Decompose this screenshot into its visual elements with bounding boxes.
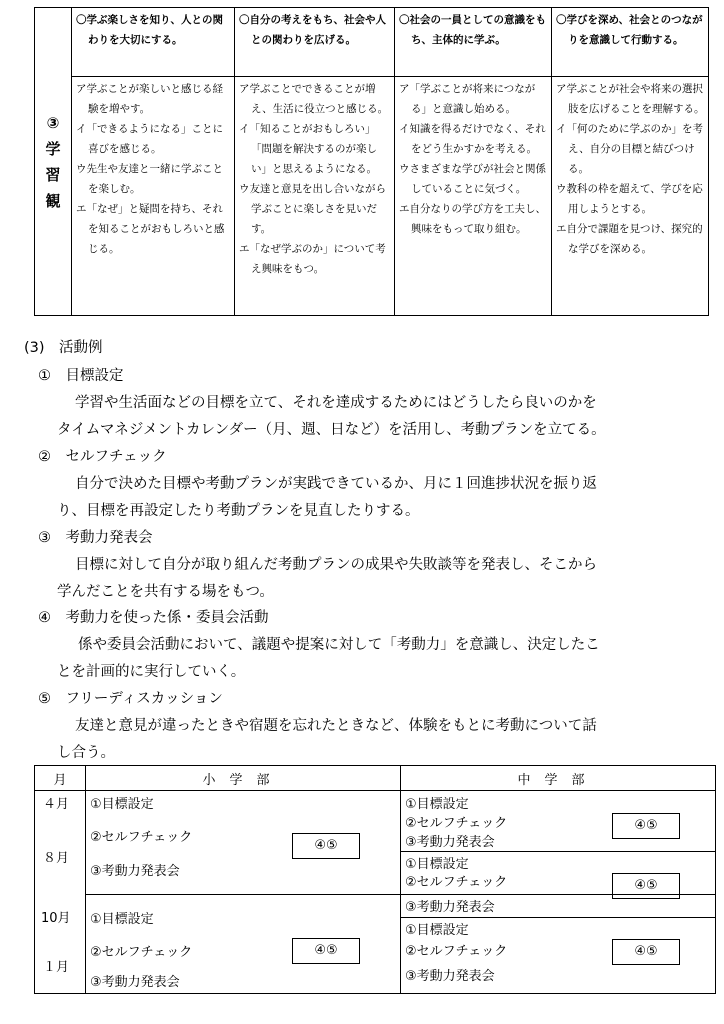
item-text-2a: 自分で決めた目標や考動プランが実践できているか、月に１回進捗状況を振り返 — [75, 476, 597, 492]
learning-view-table — [34, 7, 709, 316]
entry-check: ②セルフチェック — [405, 816, 508, 831]
item-text-5a: 友達と意見が違ったときや宿題を忘れたときなど、体験をもとに考動について話 — [75, 718, 597, 734]
side-label-cell — [35, 8, 72, 316]
schedule-table — [34, 765, 716, 994]
list-item: ア学ぶことが社会や将来の選択肢を広げることを理解する。 — [556, 83, 705, 115]
entry-present: ③考動力発表会 — [90, 864, 180, 879]
entry-present: ③考動力発表会 — [90, 975, 180, 990]
junior-block-2 — [401, 878, 716, 994]
item-text-3b: 学んだことを共有する場をもつ。 — [57, 584, 274, 600]
item-text-4b: とを計画的に実行していく。 — [57, 664, 246, 680]
entry-present: ③考動力発表会 — [405, 835, 495, 850]
body-col-4 — [552, 77, 709, 316]
list-item: ウ先生や友達と一緒に学ぶことを楽しむ。 — [76, 163, 223, 195]
entry-goal: ①目標設定 — [405, 857, 469, 872]
activity-box: ④⑤ — [292, 938, 360, 964]
entry-check: ②セルフチェック — [90, 945, 193, 960]
month-aug: ８月 — [43, 851, 70, 866]
list-item: ア「学ぶことが将来につながる」と意識し始める。 — [399, 83, 536, 115]
entry-goal: ①目標設定 — [90, 797, 154, 812]
header-elementary: 小学部 — [86, 766, 401, 791]
list-item: イ「できるようになる」ことに喜びを感じる。 — [76, 123, 223, 155]
header-col-2: 〇自分の考えをもち、社会や人との関わりを広げる。 — [235, 8, 395, 77]
list-item: イ「何のために学ぶのか」を考え、自分の目標と結びつける。 — [556, 123, 703, 175]
activity-box: ④⑤ — [612, 873, 680, 899]
list-item: ウさまざまな学びが社会と関係していることに気づく。 — [399, 163, 546, 195]
list-item: イ知識を得るだけでなく、それをどう生かすかを考える。 — [399, 123, 546, 155]
elementary-block-2 — [86, 895, 401, 994]
list-item: エ自分で課題を見つけ、探究的な学びを深める。 — [556, 223, 703, 255]
list-item: ウ友達と意見を出し合いながら学ぶことに楽しさを見いだす。 — [239, 183, 386, 235]
entry-check: ②セルフチェック — [405, 944, 508, 959]
list-item: ア学ぶことが楽しいと感じる経験を増やす。 — [76, 83, 223, 115]
item-text-1b: タイムマネジメントカレンダー（月、週、日など）を活用し、考動プランを立てる。 — [57, 422, 606, 438]
entry-goal: ①目標設定 — [405, 797, 469, 812]
entry-goal: ①目標設定 — [90, 912, 154, 927]
item-text-3a: 目標に対して自分が取り組んだ考動プランの成果や失敗談等を発表し、そこから — [75, 557, 597, 573]
month-jan: １月 — [43, 960, 70, 975]
list-item: エ「なぜ学ぶのか」について考え興味をもつ。 — [239, 243, 386, 275]
entry-check: ②セルフチェック — [405, 875, 508, 890]
item-text-4a: 係や委員会活動において、議題や提案に対して「考動力」を意識し、決定したこ — [78, 637, 600, 653]
item-title-4: ④ 考動力を使った係・委員会活動 — [38, 610, 269, 626]
header-junior: 中学部 — [401, 766, 716, 791]
body-col-2 — [235, 77, 395, 316]
header-col-3: 〇社会の一員としての意識をもち、主体的に学ぶ。 — [395, 8, 552, 77]
activity-box: ④⑤ — [292, 833, 360, 859]
entry-present: ③考動力発表会 — [405, 900, 495, 915]
side-label-num: ③ — [46, 113, 60, 132]
entry-present: ③考動力発表会 — [405, 969, 495, 984]
header-col-4: 〇学びを深め、社会とのつながりを意識して行動する。 — [552, 8, 709, 77]
side-label-char-2: 習 — [45, 165, 61, 184]
side-label-char-3: 観 — [45, 191, 61, 210]
item-text-5b: し合う。 — [57, 745, 115, 761]
item-title-2: ② セルフチェック — [38, 449, 167, 465]
item-title-3: ③ 考動力発表会 — [38, 530, 153, 546]
list-item: イ「知ることがおもしろい」「問題を解決するのが楽しい」と思えるようになる。 — [239, 123, 377, 175]
header-month: 月 — [35, 766, 86, 791]
activity-box: ④⑤ — [612, 813, 680, 839]
header-col-1: 〇学ぶ楽しさを知り、人との関わりを大切にする。 — [72, 8, 235, 77]
list-item: エ「なぜ」と疑問を持ち、それを知ることがおもしろいと感じる。 — [76, 203, 225, 255]
list-item: ア学ぶことでできることが増え、生活に役立つと感じる。 — [239, 83, 389, 115]
section-heading: (3) 活動例 — [24, 340, 103, 356]
entry-goal: ①目標設定 — [405, 923, 469, 938]
list-item: ウ教科の枠を超えて、学びを応用しようとする。 — [556, 183, 703, 215]
month-column — [35, 791, 86, 994]
entry-check: ②セルフチェック — [90, 830, 193, 845]
item-text-1a: 学習や生活面などの目標を立て、それを達成するためにはどうしたら良いのかを — [75, 395, 597, 411]
list-item: エ自分なりの学び方を工夫し、興味をもって取り組む。 — [399, 203, 546, 235]
item-title-5: ⑤ フリーディスカッション — [38, 691, 223, 707]
activity-box: ④⑤ — [612, 939, 680, 965]
elementary-block-1 — [86, 791, 401, 895]
body-col-1 — [72, 77, 235, 316]
month-oct: 10月 — [41, 911, 71, 926]
side-label-char-1: 学 — [45, 139, 61, 158]
body-col-3 — [395, 77, 552, 316]
month-apr: ４月 — [43, 797, 70, 812]
item-title-1: ① 目標設定 — [38, 368, 124, 384]
item-text-2b: り、目標を再設定したり考動プランを見直したりする。 — [57, 503, 420, 519]
